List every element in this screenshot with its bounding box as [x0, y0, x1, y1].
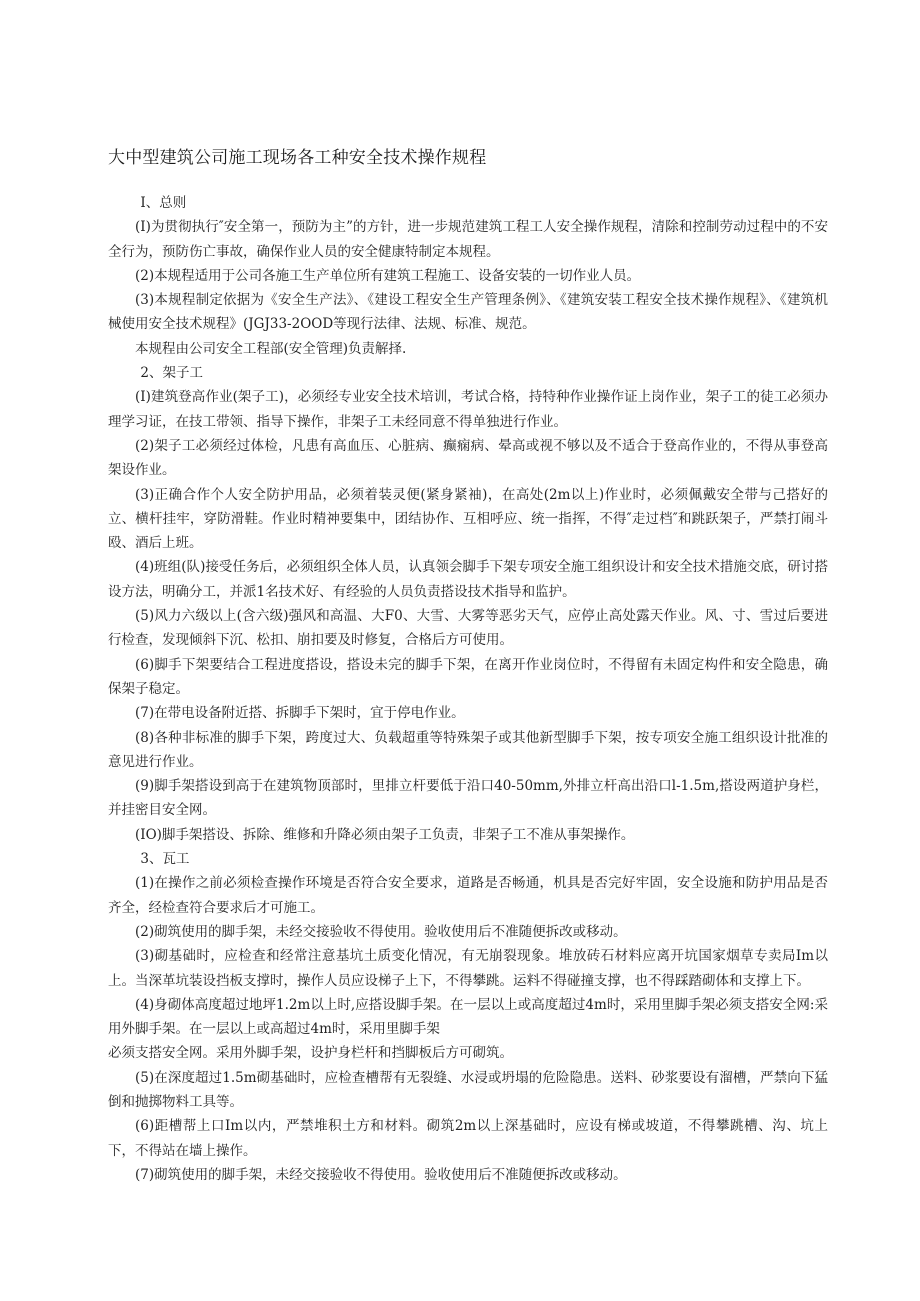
paragraph: (IO)脚手架搭设、拆除、维修和升降必须由架子工负责，非架子工不准从事架操作。 [135, 826, 635, 843]
paragraph: (2)架子工必须经过体检，凡患有高血压、心脏病、癫痫病、晕高或视不够以及不适合于登高作业的，不得从事登高架设作业。 [108, 437, 828, 479]
section-heading: 2、架子工 [140, 365, 203, 382]
paragraph: (I)为贯彻执行″安全第一，预防为主”的方针，进一步规范建筑工程工人安全操作规程，清除和控制劳动过程中的不安全行为，预防伤亡事故，确保作业人员的安全健康特制定本规程。 [108, 219, 828, 260]
paragraph: (I)建筑登高作业(架子工)，必须经专业安全技术培训，考试合格，持特种作业操作证上岗作业，架子工的徒工必须办理学习证，在技工带领、指导下操作，非架子工未经同意不得单独进行作业。 [108, 389, 828, 430]
paragraph: (7)在带电设备附近搭、拆脚手下架时，宜于停电作业。 [135, 705, 465, 722]
paragraph: (5)风力六级以上(含六级)强风和高温、大F0、大雪、大雾等恶劣天气，应停止高处露天作业。风、寸、雪过后要进行检查，发现倾斜下沉、松扣、崩扣要及时修复，合格后方可使用。 [108, 608, 828, 649]
document-title: 大中型建筑公司施工现场各工种安全技术操作规程 [108, 148, 487, 168]
paragraph: (3)正确合作个人安全防护用品，必须着装灵便(紧身紧袖)，在高处(2m以上)作业时，必须佩戴安全带与己搭好的立、横杆挂牢，穿防滑鞋。作业时精神要集中，团结协作、互相呼应、统一指挥，不得″走过档″和跳跃架子，严禁打闹斗殴、酒后上班。 [108, 486, 828, 552]
paragraph: (9)脚手架搭设到高于在建筑物顶部时，里排立杆要低于沿口40-50mm,外排立杆高出沿口l-1.5m,搭设两道护身栏，并挂密目安全网。 [108, 778, 828, 819]
section-heading: I、总则 [140, 195, 187, 211]
paragraph: (6)脚手下架要结合工程进度搭设，搭设未完的脚手下架，在离开作业岗位时，不得留有未固定构件和安全隐患，确保架子稳定。 [108, 656, 828, 697]
paragraph: (6)距槽帮上口Im以内，严禁堆积土方和材料。砌筑2m以上深基础时，应设有梯或坡道，不得攀跳槽、沟、坑上下，不得站在墙上操作。 [108, 1118, 828, 1159]
paragraph: 必须支搭安全网。采用外脚手架，设护身栏杆和挡脚板后方可砌筑。 [108, 1045, 513, 1062]
document-body [108, 191, 828, 1187]
paragraph: (8)各种非标准的脚手下架，跨度过大、负载超重等特殊架子或其他新型脚手下架，按专项安全施工组织设计批准的意见进行作业。 [108, 729, 828, 770]
paragraph: (4)身砌体高度超过地坪1.2m以上时,应搭设脚手架。在一层以上或高度超过4m时，采用里脚手架必须支搭安全网:采用外脚手架。在一层以上或高超过4m时，采用里脚手架 [108, 996, 828, 1038]
paragraph: (4)班组(队)接受任务后，必须组织全体人员，认真领会脚手下架专项安全施工组织设计和安全技术措施交底，研讨搭设方法，明确分工，并派1名技术好、有经验的人员负责搭设技术指导和监护。 [108, 559, 828, 600]
paragraph: (2)砌筑使用的脚手架，未经交接验收不得使用。验收使用后不准随便拆改或移动。 [135, 923, 627, 940]
paragraph: (3)砌基础时，应检查和经常注意基坑土质变化情况，有无崩裂现象。堆放砖石材料应离开坑国家烟草专卖局Im以上。当深革坑装设挡板支撑时，操作人员应设梯子上下，不得攀跳。运料不得碰撞支撑，也不得踩踏砌体和支撑上下。 [108, 948, 828, 989]
paragraph: (3)本规程制定依据为《安全生产法》、《建设工程安全生产管理条例》、《建筑安装工程安全技术操作规程》、《建筑机械使用安全技术规程》(JGJ33-2OOD等现行法律、法规、标准、规范。 [108, 292, 828, 333]
section-heading: 3、瓦工 [140, 851, 190, 868]
paragraph: (1)在操作之前必须检查操作环境是否符合安全要求，道路是否畅通，机具是否完好牢固，安全设施和防护用品是否齐全，经检查符合要求后才可施工。 [108, 875, 828, 916]
paragraph: (5)在深度超过1.5m砌基础时，应检查槽帮有无裂缝、水浸或坍塌的危险隐患。送料、砂浆要设有溜槽，严禁向下猛倒和抛掷物料工具等。 [108, 1069, 828, 1110]
paragraph: (2)本规程适用于公司各施工生产单位所有建筑工程施工、设备安装的一切作业人员。 [135, 267, 641, 284]
paragraph: 本规程由公司安全工程部(安全管理)负责解择. [135, 340, 407, 357]
paragraph: (7)砌筑使用的脚手架，未经交接验收不得使用。验收使用后不准随便拆改或移动。 [135, 1166, 627, 1183]
